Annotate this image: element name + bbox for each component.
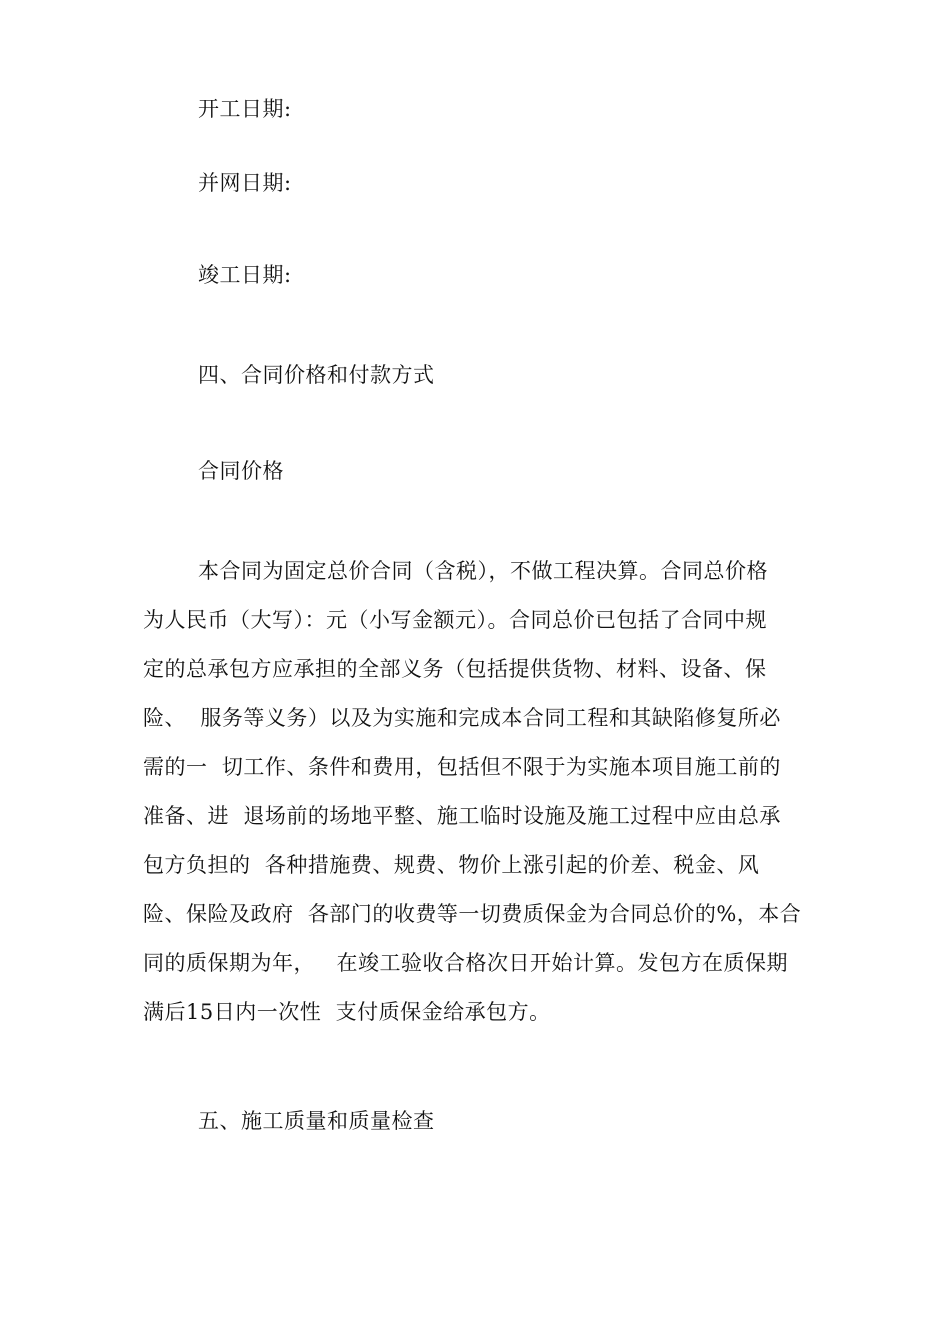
section-4-heading: 四、合同价格和付款方式 [198, 363, 435, 387]
grid-date-label: 并网日期: [198, 171, 292, 195]
paragraph-line: 同的质保期为年， 在竣工验收合格次日开始计算。发包方在质保期 [143, 951, 789, 975]
paragraph-line: 满后15日内一次性 支付质保金给承包方。 [143, 1000, 551, 1024]
paragraph-line: 包方负担的 各种措施费、规费、物价上涨引起的价差、税金、风 [143, 853, 760, 877]
paragraph-line: 准备、进 退场前的场地平整、施工临时设施及施工过程中应由总承 [143, 804, 781, 828]
paragraph-line: 险、保险及政府 各部门的收费等一切费质保金为合同总价的%，本合 [143, 902, 802, 926]
start-date-label: 开工日期: [198, 97, 292, 121]
paragraph-line: 为人民币（大写）：元（小写金额元）。合同总价已包括了合同中规 [143, 608, 767, 632]
paragraph-line: 险、 服务等义务）以及为实施和完成本合同工程和其缺陷修复所必 [143, 706, 781, 730]
paragraph-line: 需的一 切工作、条件和费用，包括但不限于为实施本项目施工前的 [143, 755, 781, 779]
section-5-heading: 五、施工质量和质量检查 [198, 1109, 435, 1133]
contract-price-subheading: 合同价格 [198, 459, 284, 483]
paragraph-line: 定的总承包方应承担的全部义务（包括提供货物、材料、设备、保 [143, 657, 767, 681]
paragraph-line: 本合同为固定总价合同（含税），不做工程决算。合同总价格 [198, 559, 768, 583]
completion-date-label: 竣工日期: [198, 263, 292, 287]
